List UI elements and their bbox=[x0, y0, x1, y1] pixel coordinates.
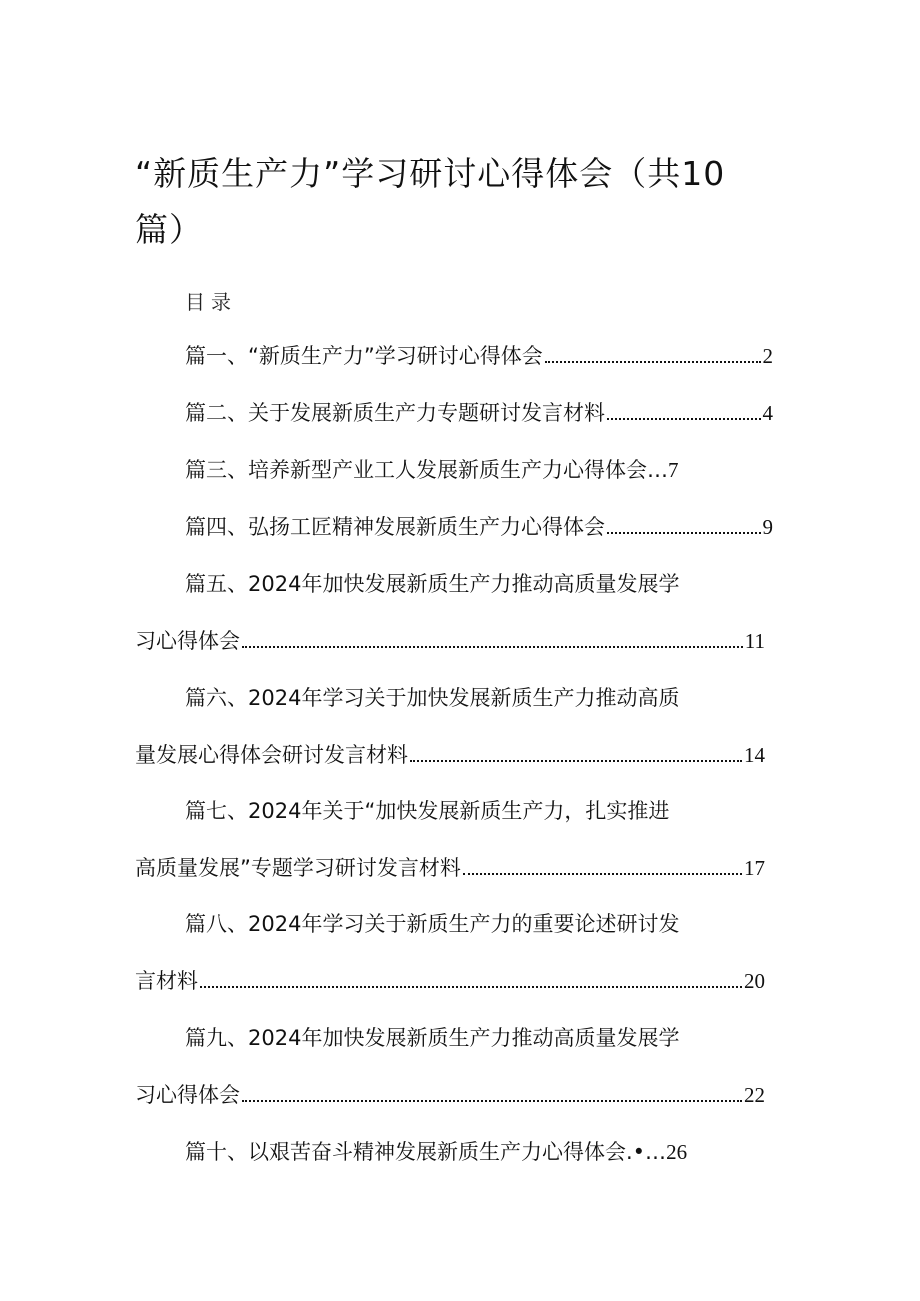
dot-leader bbox=[242, 646, 743, 648]
toc-entry-6-line-2[interactable] bbox=[135, 740, 765, 770]
toc-entry-text: 量发展心得体会研讨发言材料 bbox=[135, 743, 408, 767]
toc-entry-9-line-2[interactable] bbox=[135, 1080, 765, 1110]
toc-entry-text: 篇九、2024年加快发展新质生产力推动高质量发展学 bbox=[185, 1026, 680, 1050]
toc-page-number: 14 bbox=[744, 743, 765, 767]
dot-leader bbox=[410, 760, 742, 762]
toc-entry-text: 习心得体会 bbox=[135, 629, 240, 653]
toc-entry-3[interactable] bbox=[185, 455, 679, 485]
toc-entry-text: 篇二、关于发展新质生产力专题研讨发言材料 bbox=[185, 401, 605, 425]
toc-entry-9-line-1[interactable] bbox=[185, 1023, 679, 1053]
toc-entry-text: 篇五、2024年加快发展新质生产力推动高质量发展学 bbox=[185, 572, 680, 596]
toc-entry-8-line-1[interactable] bbox=[185, 909, 679, 939]
document-title: “新质生产力”学习研讨心得体会（共10篇） bbox=[135, 154, 726, 249]
toc-entry-text: 篇四、弘扬工匠精神发展新质生产力心得体会 bbox=[185, 515, 605, 539]
toc-page-number: 9 bbox=[762, 515, 773, 539]
toc-page-number: 11 bbox=[744, 629, 765, 653]
toc-entry-text: 高质量发展”专题学习研讨发言材料 bbox=[135, 856, 461, 880]
dot-leader bbox=[607, 532, 761, 534]
toc-page-number: 17 bbox=[744, 856, 765, 880]
toc-entry-2[interactable] bbox=[185, 398, 773, 428]
toc-page-number: 20 bbox=[744, 969, 765, 993]
toc-entry-10[interactable] bbox=[185, 1137, 687, 1167]
dot-leader bbox=[200, 986, 742, 988]
toc-entry-text: 篇三、培养新型产业工人发展新质生产力心得体会… bbox=[185, 458, 668, 482]
toc-entry-text: 习心得体会 bbox=[135, 1083, 240, 1107]
toc-heading: 目录 bbox=[185, 290, 237, 314]
toc-entry-text: 篇七、2024年关于“加快发展新质生产力，扎实推进 bbox=[185, 799, 670, 823]
dot-leader bbox=[545, 361, 761, 363]
toc-entry-text: 篇十、以艰苦奋斗精神发展新质生产力心得体会.•… bbox=[185, 1140, 667, 1164]
toc-entry-text: 篇八、2024年学习关于新质生产力的重要论述研讨发 bbox=[185, 912, 680, 936]
dot-leader bbox=[463, 873, 742, 875]
toc-entry-text: 篇六、2024年学习关于加快发展新质生产力推动高质 bbox=[185, 686, 680, 710]
toc-entry-7-line-2[interactable] bbox=[135, 853, 765, 883]
toc-entry-5-line-2[interactable] bbox=[135, 626, 765, 656]
toc-entry-6-line-1[interactable] bbox=[185, 683, 679, 713]
toc-entry-1[interactable] bbox=[185, 341, 773, 371]
dot-leader bbox=[607, 418, 761, 420]
toc-entry-7-line-1[interactable] bbox=[185, 796, 669, 826]
toc-entry-5-line-1[interactable] bbox=[185, 569, 679, 599]
dot-leader bbox=[242, 1100, 742, 1102]
toc-entry-4[interactable] bbox=[185, 512, 773, 542]
toc-page-number: 22 bbox=[744, 1083, 765, 1107]
toc-entry-text: 言材料 bbox=[135, 969, 198, 993]
toc-entry-text: 篇一、“新质生产力”学习研讨心得体会 bbox=[185, 344, 543, 368]
toc-page-number: 7 bbox=[668, 458, 679, 482]
toc-page-number: 2 bbox=[762, 344, 773, 368]
toc-page-number: 26 bbox=[666, 1140, 688, 1164]
toc-page-number: 4 bbox=[762, 401, 773, 425]
toc-entry-8-line-2[interactable] bbox=[135, 966, 765, 996]
